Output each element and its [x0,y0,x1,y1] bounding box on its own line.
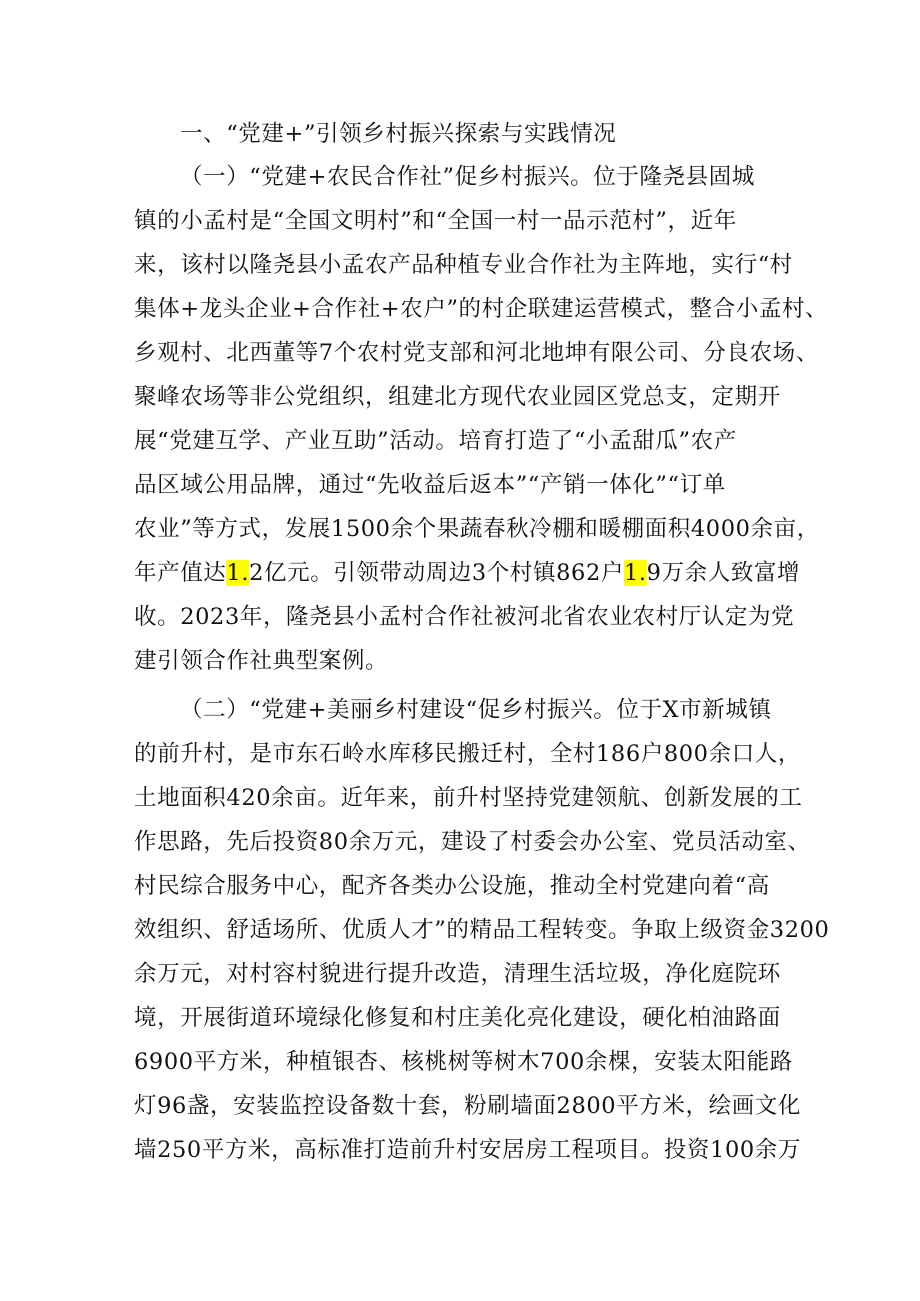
highlighted-text: 1. [226,560,250,586]
paragraph-line: （二）“党建+美丽乡村建设“促乡村振兴。位于X市新城镇 [180,697,772,723]
paragraph-line: 展“党建互学、产业互助”活动。培育打造了“小孟甜瓜”农产 [134,428,737,454]
text-span: 9万余人致富增 [646,560,801,586]
section-heading: 一、“党建+”引领乡村振兴探索与实践情况 [180,121,617,147]
paragraph-line: （一）“党建+农民合作社”促乡村振兴。位于隆尧县固城 [180,164,755,190]
paragraph-line: 来，该村以隆尧县小孟农产品种植专业合作社为主阵地，实行“村 [134,252,793,278]
text-span: 年产值达 [134,560,227,586]
paragraph-line: 境，开展街道环境绿化修复和村庄美化亮化建设，硬化柏油路面 [134,1005,781,1031]
paragraph-line: 墙250平方米，高标准打造前升村安居房工程项目。投资100余万 [134,1137,801,1163]
paragraph-line: 灯96盏，安装监控设备数十套，粉刷墙面2800平方米，绘画文化 [134,1093,801,1119]
paragraph-line: 集体+龙头企业+合作社+农户”的村企联建运营模式，整合小孟村、 [134,296,829,322]
paragraph-line: 的前升村，是市东石岭水库移民搬迁村，全村186户800余口人， [134,741,801,767]
paragraph-line: 品区域公用品牌，通过“先收益后返本”“产销一体化”“订单 [134,472,726,498]
paragraph-line-highlighted [134,553,801,593]
paragraph-line: 6900平方米，种植银杏、核桃树等树木700余棵，安装太阳能路 [134,1049,793,1075]
paragraph-line: 效组织、舒适场所、优质人才”的精品工程转变。争取上级资金3200 [134,917,830,943]
paragraph-line: 余万元，对村容村貌进行提升改造，清理生活垃圾，净化庭院环 [134,961,781,987]
text-span: 2亿元。引领带动周边3个村镇862户 [249,560,624,586]
paragraph-line: 乡观村、北西董等7个农村党支部和河北地坤有限公司、分良农场、 [134,340,819,366]
paragraph-line: 土地面积420余亩。近年来，前升村坚持党建领航、创新发展的工 [134,785,803,811]
paragraph-line: 农业”等方式，发展1500余个果蔬春秋冷棚和暖棚面积4000余亩， [134,516,820,542]
paragraph-line: 收。2023年，隆尧县小孟村合作社被河北省农业农村厅认定为党 [134,604,795,630]
paragraph-line: 镇的小孟村是“全国文明村”和“全国一村一品示范村”，近年 [134,208,737,234]
paragraph-line: 村民综合服务中心，配齐各类办公设施，推动全村党建向着“高 [134,873,770,899]
paragraph-line: 作思路，先后投资80余万元，建设了村委会办公室、党员活动室、 [134,829,811,855]
paragraph-line: 建引领合作社典型案例。 [134,648,389,674]
paragraph-line: 聚峰农场等非公党组织，组建北方现代农业园区党总支，定期开 [134,384,781,410]
highlighted-text: 1. [623,560,647,586]
